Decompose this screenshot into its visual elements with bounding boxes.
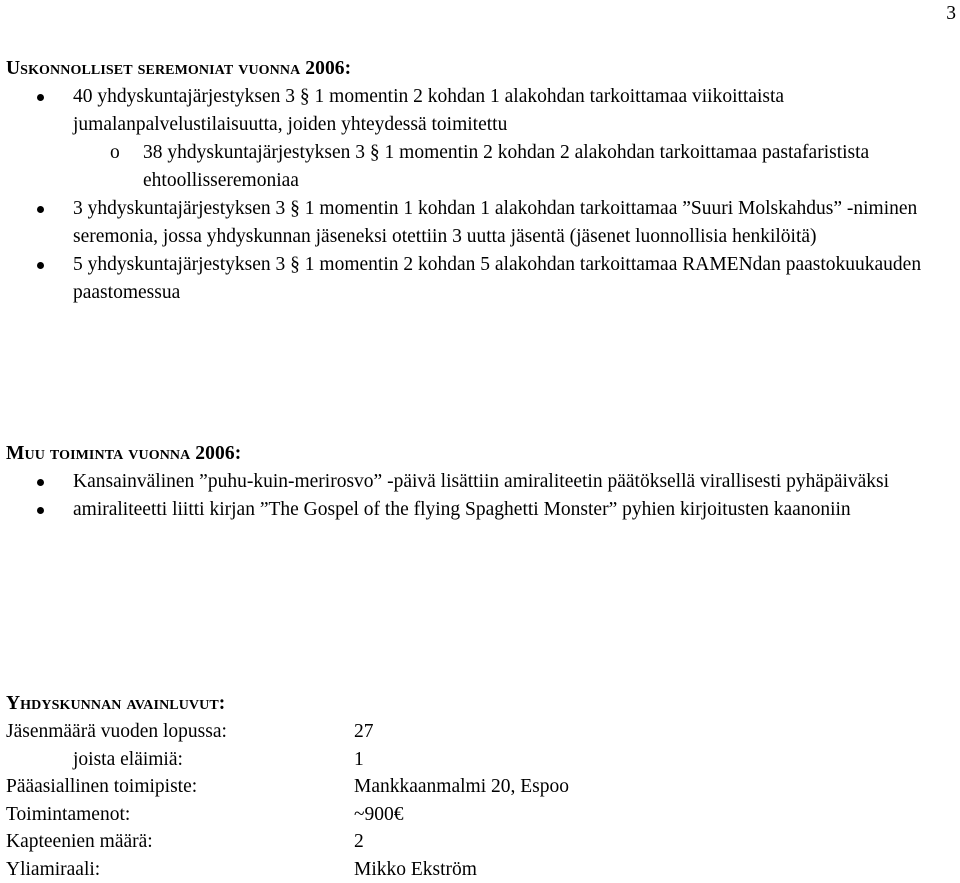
sub-list-item-text: 38 yhdyskuntajärjestyksen 3 § 1 momentin 2 kohdan 2 alakohdan tarkoittamaa pastafaristista ehtoollisseremoniaa xyxy=(143,142,869,191)
table-row xyxy=(6,801,569,829)
table-row xyxy=(6,746,569,774)
ceremonies-sublist xyxy=(73,139,940,195)
expenses-label: Toimintamenot: xyxy=(6,801,354,829)
list-item-text: 3 yhdyskuntajärjestyksen 3 § 1 momentin 1 kohdan 1 alakohdan tarkoittamaa ”Suuri Molskahdus” -niminen seremonia, jossa yhdyskunnan jäseneksi otettiin 3 uutta jäsentä (jäsenet luonnollisia henkilöitä) xyxy=(73,198,917,247)
table-row xyxy=(6,773,569,801)
list-item-text: amiraliteetti liitti kirjan ”The Gospel of the flying Spaghetti Monster” pyhien kirjoitusten kaanoniin xyxy=(73,499,851,520)
captain-count-value: 2 xyxy=(354,828,569,856)
list-item xyxy=(6,496,940,524)
animal-count-value: 1 xyxy=(354,746,569,774)
list-item-text: 5 yhdyskuntajärjestyksen 3 § 1 momentin 2 kohdan 5 alakohdan tarkoittamaa RAMENdan paastokuukauden paastomessua xyxy=(73,254,921,303)
member-count-value: 27 xyxy=(354,718,569,746)
key-figures-heading: Yhdyskunnan avainluvut: xyxy=(6,690,940,718)
list-item xyxy=(6,195,940,251)
page-number: 3 xyxy=(946,0,956,28)
other-activity-list xyxy=(6,468,940,524)
table-row xyxy=(6,828,569,856)
member-count-label: Jäsenmäärä vuoden lopussa: xyxy=(6,718,354,746)
animal-count-label: joista eläimiä: xyxy=(6,746,354,774)
sub-list-item xyxy=(73,139,940,195)
table-row xyxy=(6,718,569,746)
grand-admiral-label: Yliamiraali: xyxy=(6,856,354,883)
table-row xyxy=(6,856,569,883)
key-figures-table xyxy=(6,718,569,883)
key-figures-section xyxy=(6,690,940,883)
ceremonies-heading: Uskonnolliset seremoniat vuonna 2006: xyxy=(6,55,940,83)
ceremonies-section xyxy=(6,55,940,307)
ceremonies-list xyxy=(6,83,940,307)
other-activity-heading: Muu toiminta vuonna 2006: xyxy=(6,440,940,468)
list-item xyxy=(6,251,940,307)
list-item xyxy=(6,468,940,496)
grand-admiral-value: Mikko Ekström xyxy=(354,856,569,883)
other-activity-section xyxy=(6,440,940,524)
main-office-label: Pääasiallinen toimipiste: xyxy=(6,773,354,801)
captain-count-label: Kapteenien määrä: xyxy=(6,828,354,856)
list-item-text: Kansainvälinen ”puhu-kuin-merirosvo” -päivä lisättiin amiraliteetin päätöksellä virallisesti pyhäpäiväksi xyxy=(73,471,889,492)
expenses-value: ~900€ xyxy=(354,801,569,829)
list-item-text: 40 yhdyskuntajärjestyksen 3 § 1 momentin 2 kohdan 1 alakohdan tarkoittamaa viikoittaista jumalanpalvelustilaisuutta, joiden yhteydessä toimitettu xyxy=(73,86,784,135)
list-item xyxy=(6,83,940,195)
main-office-value: Mankkaanmalmi 20, Espoo xyxy=(354,773,569,801)
